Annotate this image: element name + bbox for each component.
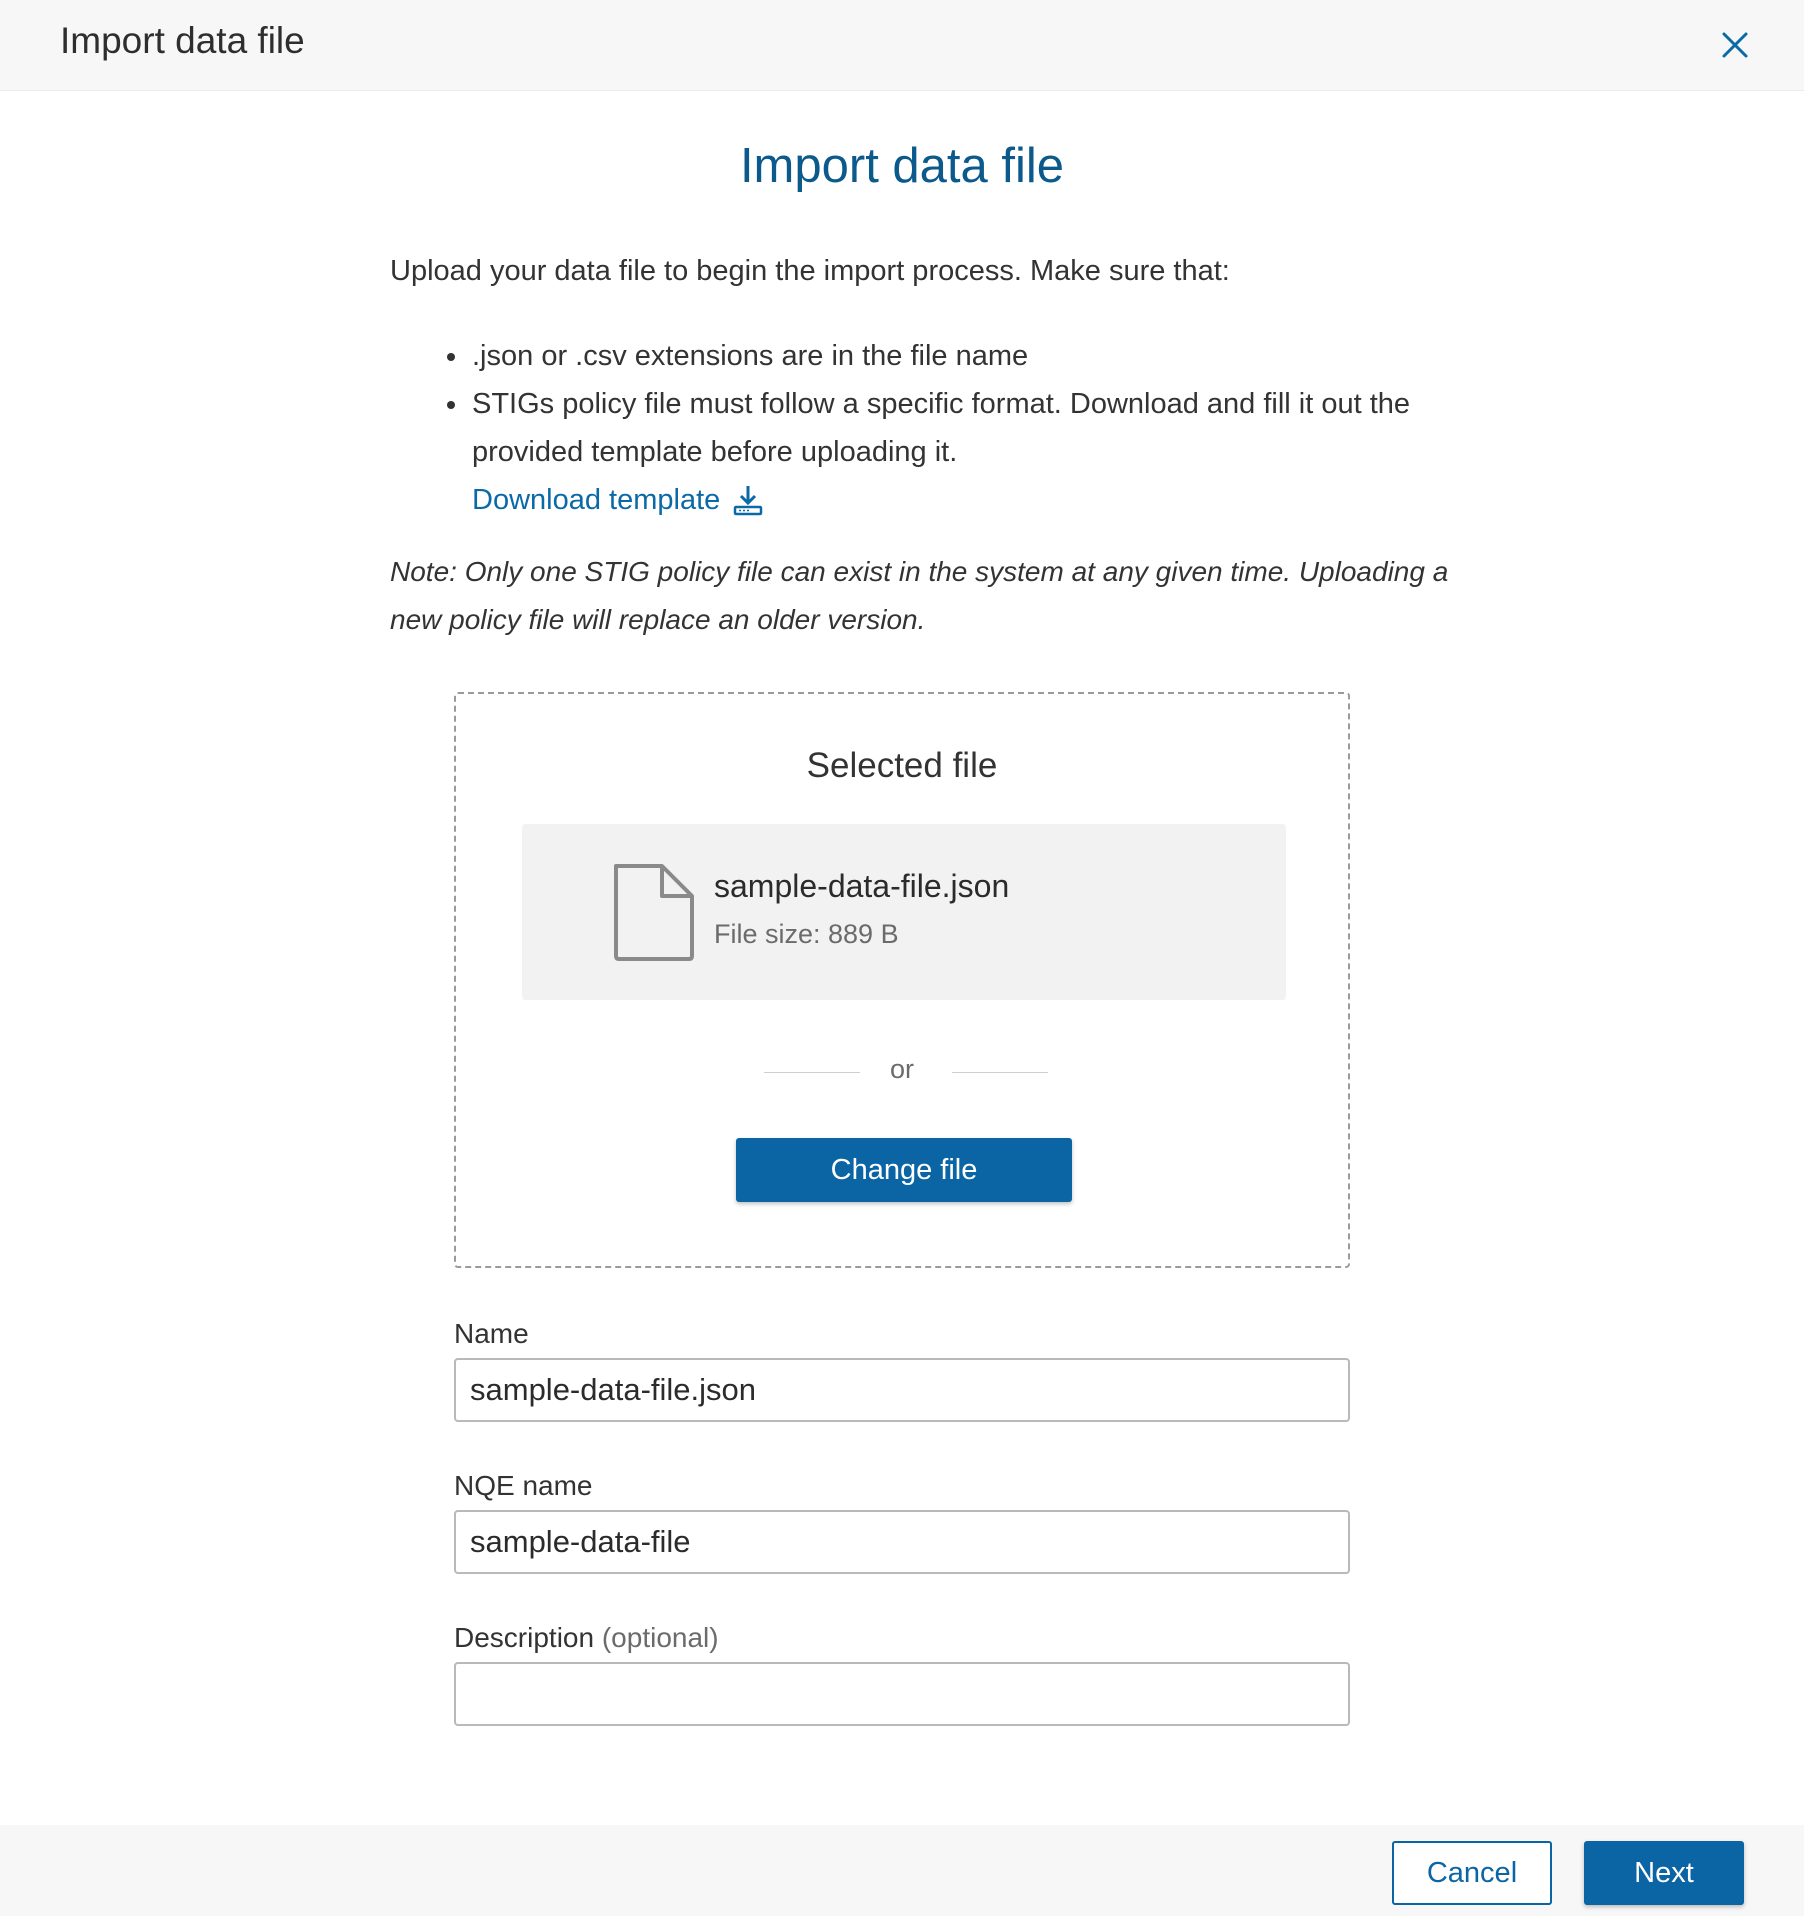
description-label-row [454,1622,719,1654]
file-dropzone[interactable] [454,692,1350,1268]
or-text: or [889,1054,914,1084]
close-button[interactable] [1712,22,1758,68]
requirement-text: STIGs policy file must follow a specific format. Download and fill it out the provided template before uploading it. [472,388,1411,468]
page-title: Import data file [739,139,1065,193]
download-icon [732,484,764,516]
close-icon [1712,22,1758,68]
list-item [470,332,1470,380]
description-input[interactable] [454,1662,1350,1726]
next-button[interactable]: Next [1584,1841,1744,1905]
nqe-name-input[interactable] [454,1510,1350,1574]
description-label: Description [454,1622,595,1653]
selected-file-card [522,824,1286,1000]
dialog-header-title: Import data file [60,20,305,61]
intro-text: Upload your data file to begin the import process. Make sure that: [390,255,1230,287]
selected-file-name: sample-data-file.json [714,868,1010,904]
file-icon [610,862,696,962]
separator-line [952,1072,1048,1073]
change-file-button[interactable]: Change file [736,1138,1072,1202]
name-label: Name [454,1318,529,1349]
requirements-list [440,332,1470,524]
optional-hint: (optional) [601,1622,719,1653]
download-template-label: Download template [472,484,721,516]
policy-note: Note: Only one STIG policy file can exist in the system at any given time. Uploading a new policy file will replace an older version. [390,556,1449,635]
or-separator [456,1052,1348,1092]
dialog-header [0,0,1804,91]
nqe-name-label: NQE name [454,1470,593,1501]
list-item [470,380,1470,524]
dialog-footer [0,1825,1804,1916]
cancel-button[interactable]: Cancel [1392,1841,1552,1905]
selected-file-size: File size: 889 B [714,919,899,949]
selected-file-title: Selected file [806,746,998,785]
name-input[interactable] [454,1358,1350,1422]
download-template-link[interactable] [472,476,764,524]
requirement-text: .json or .csv extensions are in the file name [472,340,1029,372]
